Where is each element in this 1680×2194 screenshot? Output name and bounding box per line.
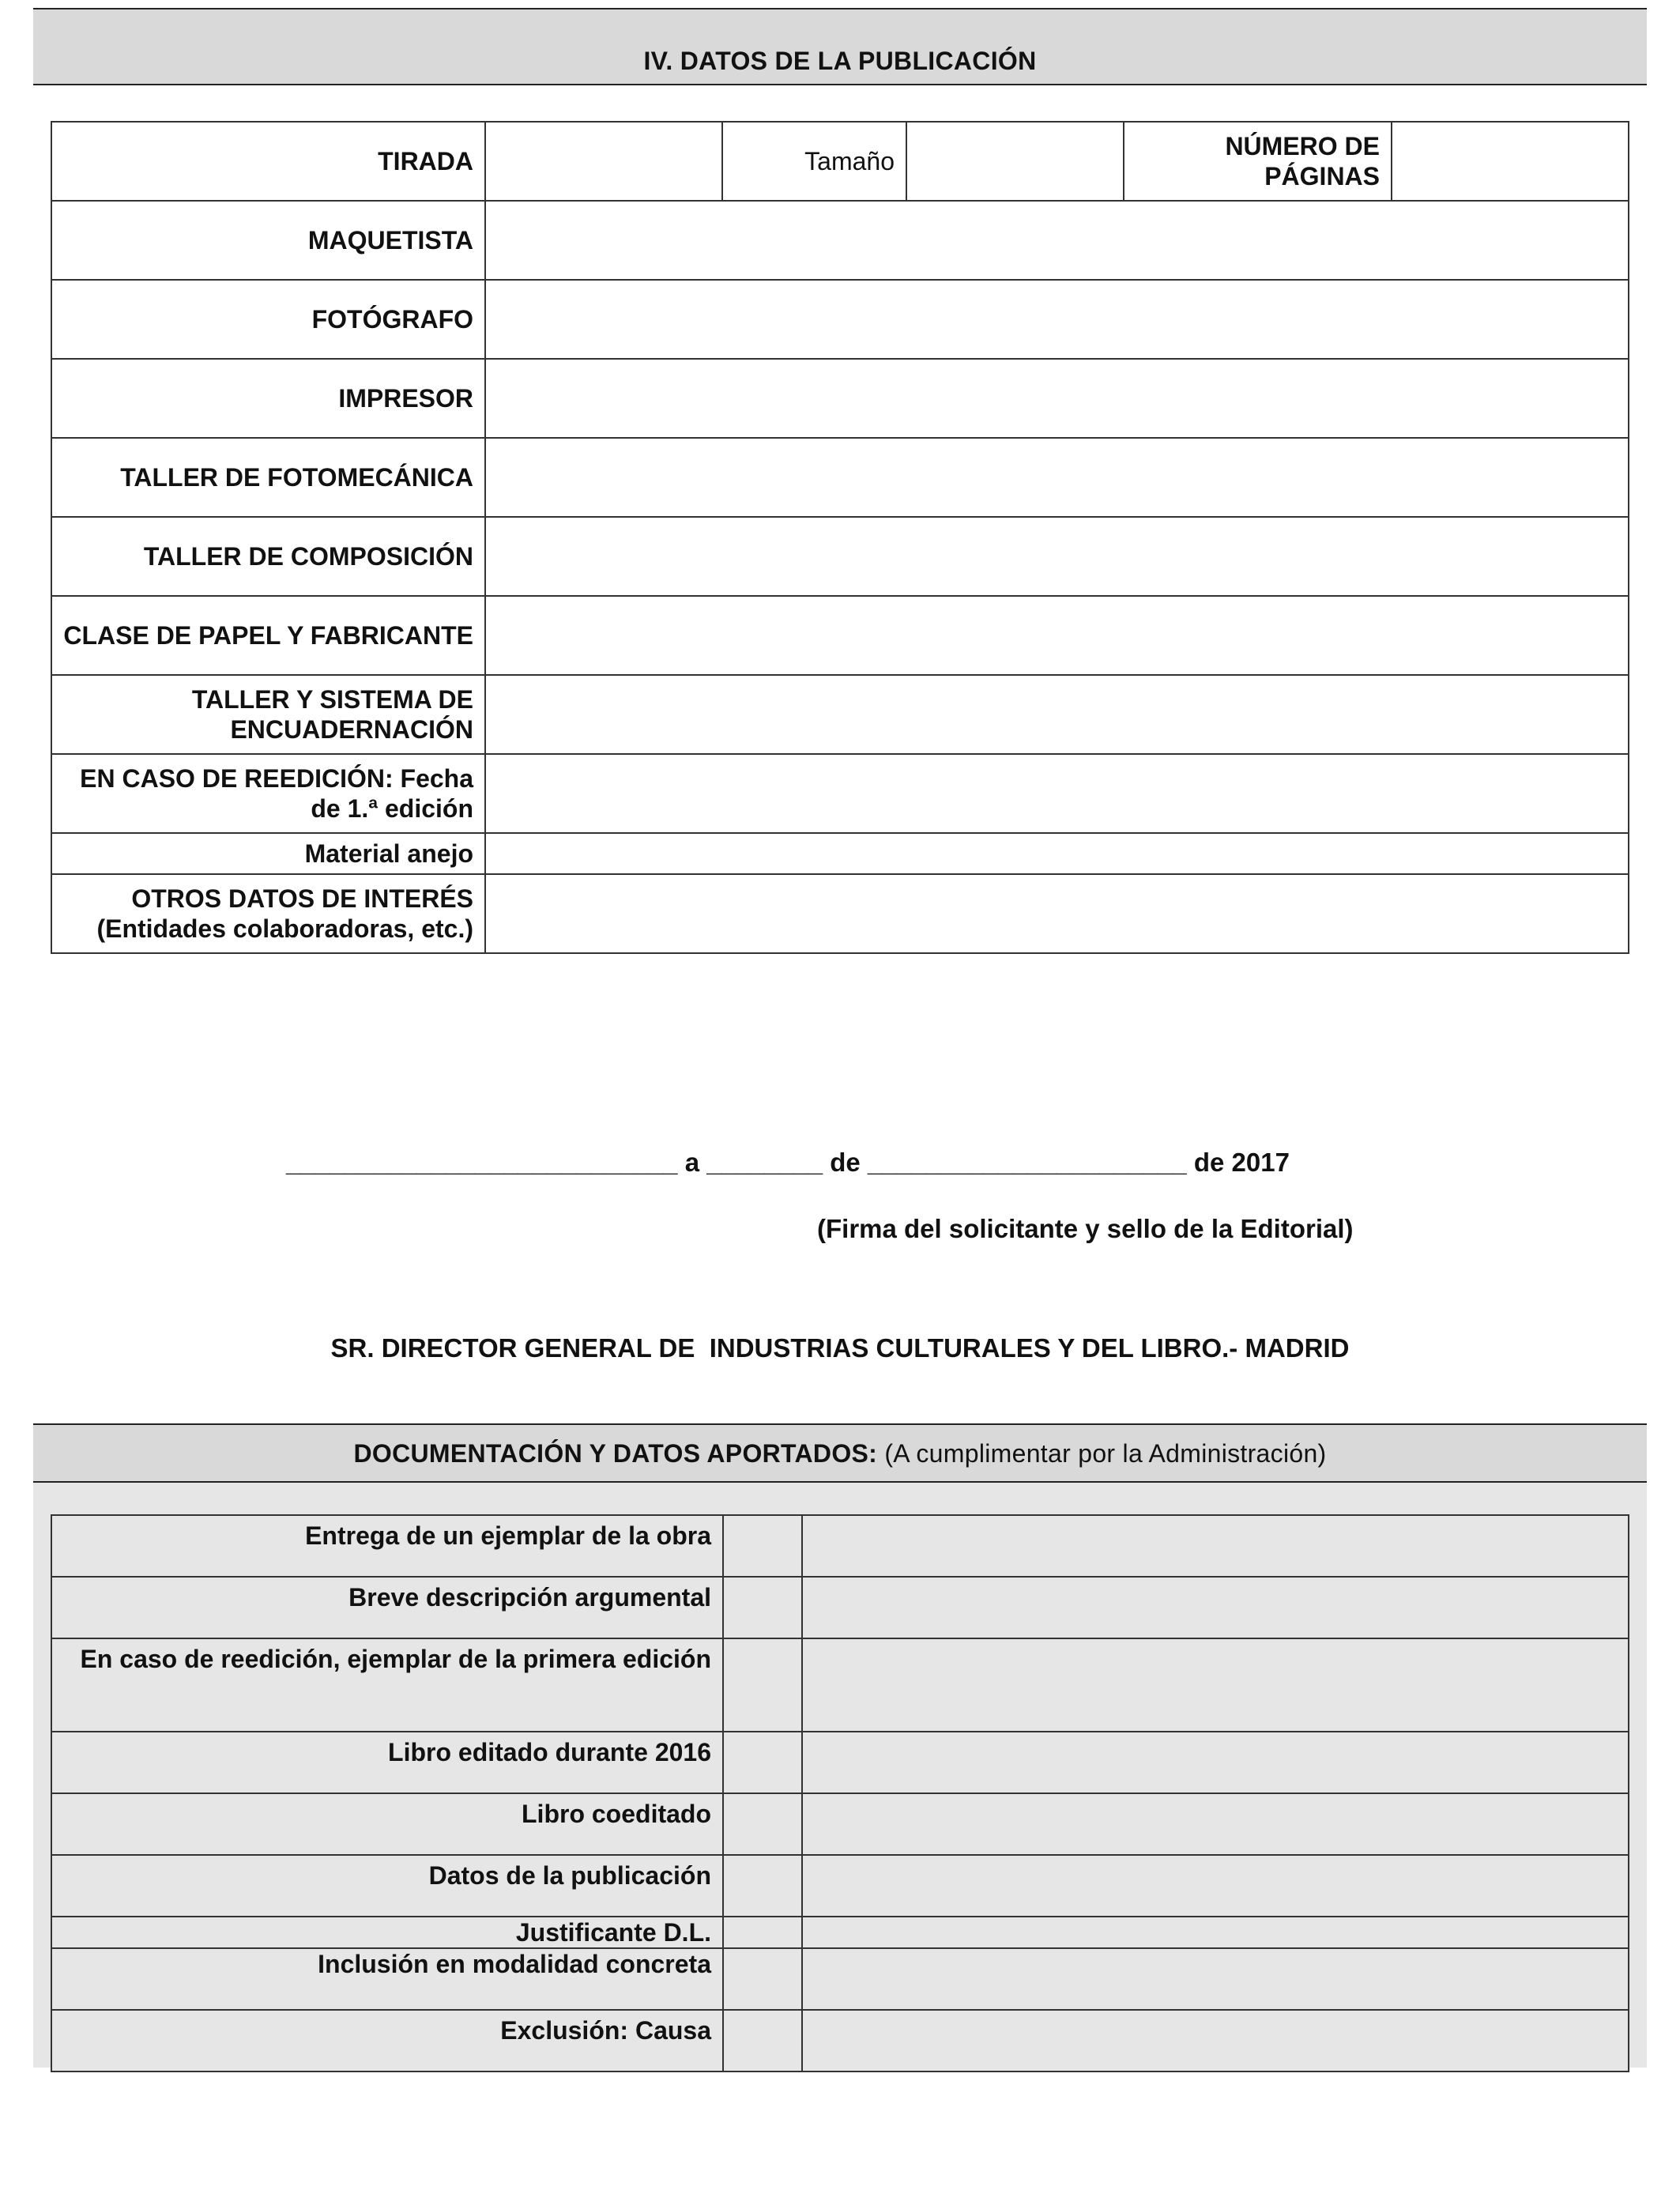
doc-item-label: En caso de reedición, ejemplar de la primera edición xyxy=(51,1638,723,1732)
table-row xyxy=(51,359,1629,438)
doc-item-notes[interactable] xyxy=(802,2010,1629,2071)
num-paginas-label: NÚMERO DE PÁGINAS xyxy=(1124,122,1392,201)
doc-item-check[interactable] xyxy=(723,1638,802,1732)
doc-item-label: Libro editado durante 2016 xyxy=(51,1732,723,1793)
doc-item-check[interactable] xyxy=(723,1855,802,1917)
num-paginas-field[interactable] xyxy=(1392,122,1629,201)
doc-item-notes[interactable] xyxy=(802,1515,1629,1577)
doc-item-label: Justificante D.L. xyxy=(51,1917,723,1948)
doc-item-notes[interactable] xyxy=(802,1917,1629,1948)
table-row xyxy=(51,1577,1629,1638)
doc-item-check[interactable] xyxy=(723,1948,802,2010)
table-row xyxy=(51,122,1629,201)
doc-item-notes[interactable] xyxy=(802,1638,1629,1732)
signature-date-line: ___________________________ a ________ de ______________________ de 2017 xyxy=(286,1148,1290,1177)
material-anejo-label: Material anejo xyxy=(51,833,485,874)
section-header-documentacion xyxy=(33,1423,1647,1483)
table-row xyxy=(51,1515,1629,1577)
impresor-label: IMPRESOR xyxy=(51,359,485,438)
tirada-field[interactable] xyxy=(485,122,722,201)
otros-datos-title: OTROS DATOS DE INTERÉS xyxy=(131,884,473,913)
encuadernacion-field[interactable] xyxy=(485,675,1629,754)
addressee: SR. DIRECTOR GENERAL DE INDUSTRIAS CULTURALES Y DEL LIBRO.- MADRID xyxy=(330,1333,1350,1363)
otros-datos-label xyxy=(51,874,485,953)
table-row xyxy=(51,1732,1629,1793)
otros-datos-field[interactable] xyxy=(485,874,1629,953)
doc-item-label: Libro coeditado xyxy=(51,1793,723,1855)
otros-datos-subtitle: (Entidades colaboradoras, etc.) xyxy=(96,914,473,943)
composicion-label: TALLER DE COMPOSICIÓN xyxy=(51,517,485,596)
table-row xyxy=(51,201,1629,280)
doc-item-check[interactable] xyxy=(723,1515,802,1577)
tamano-label: Tamaño xyxy=(722,122,906,201)
doc-item-label: Entrega de un ejemplar de la obra xyxy=(51,1515,723,1577)
section-header-publicacion xyxy=(33,8,1647,85)
table-row xyxy=(51,754,1629,833)
fotomecanica-label: TALLER DE FOTOMECÁNICA xyxy=(51,438,485,517)
fotomecanica-field[interactable] xyxy=(485,438,1629,517)
doc-item-check[interactable] xyxy=(723,1732,802,1793)
fotografo-label: FOTÓGRAFO xyxy=(51,280,485,359)
table-row xyxy=(51,438,1629,517)
doc-item-label: Inclusión en modalidad concreta xyxy=(51,1948,723,2010)
table-row xyxy=(51,1917,1629,1948)
table-row xyxy=(51,517,1629,596)
table-row xyxy=(51,1793,1629,1855)
encuadernacion-label: TALLER Y SISTEMA DE ENCUADERNACIÓN xyxy=(51,675,485,754)
docs-title-note: (A cumplimentar por la Administración) xyxy=(884,1439,1327,1468)
documentation-table xyxy=(51,1514,1629,2072)
papel-field[interactable] xyxy=(485,596,1629,675)
maquetista-field[interactable] xyxy=(485,201,1629,280)
doc-item-check[interactable] xyxy=(723,1793,802,1855)
tamano-field[interactable] xyxy=(906,122,1124,201)
doc-item-check[interactable] xyxy=(723,1917,802,1948)
doc-item-notes[interactable] xyxy=(802,1577,1629,1638)
doc-item-label: Datos de la publicación xyxy=(51,1855,723,1917)
table-row xyxy=(51,833,1629,874)
docs-title-bold: DOCUMENTACIÓN Y DATOS APORTADOS: xyxy=(353,1439,878,1468)
doc-item-notes[interactable] xyxy=(802,1793,1629,1855)
signature-note: (Firma del solicitante y sello de la Editorial) xyxy=(817,1214,1354,1243)
tirada-label: TIRADA xyxy=(51,122,485,201)
table-row xyxy=(51,2010,1629,2071)
doc-item-check[interactable] xyxy=(723,1577,802,1638)
publication-data-table xyxy=(51,121,1629,954)
section-title: IV. DATOS DE LA PUBLICACIÓN xyxy=(643,47,1037,75)
doc-item-label: Breve descripción argumental xyxy=(51,1577,723,1638)
papel-label: CLASE DE PAPEL Y FABRICANTE xyxy=(51,596,485,675)
table-row xyxy=(51,1855,1629,1917)
table-row xyxy=(51,874,1629,953)
table-row xyxy=(51,596,1629,675)
doc-item-check[interactable] xyxy=(723,2010,802,2071)
fotografo-field[interactable] xyxy=(485,280,1629,359)
doc-item-notes[interactable] xyxy=(802,1855,1629,1917)
doc-item-notes[interactable] xyxy=(802,1732,1629,1793)
reedicion-label: EN CASO DE REEDICIÓN: Fecha de 1.ª edición xyxy=(51,754,485,833)
table-row xyxy=(51,280,1629,359)
material-anejo-field[interactable] xyxy=(485,833,1629,874)
reedicion-field[interactable] xyxy=(485,754,1629,833)
impresor-field[interactable] xyxy=(485,359,1629,438)
table-row xyxy=(51,1948,1629,2010)
composicion-field[interactable] xyxy=(485,517,1629,596)
doc-item-notes[interactable] xyxy=(802,1948,1629,2010)
maquetista-label: MAQUETISTA xyxy=(51,201,485,280)
doc-item-label: Exclusión: Causa xyxy=(51,2010,723,2071)
table-row xyxy=(51,1638,1629,1732)
table-row xyxy=(51,675,1629,754)
